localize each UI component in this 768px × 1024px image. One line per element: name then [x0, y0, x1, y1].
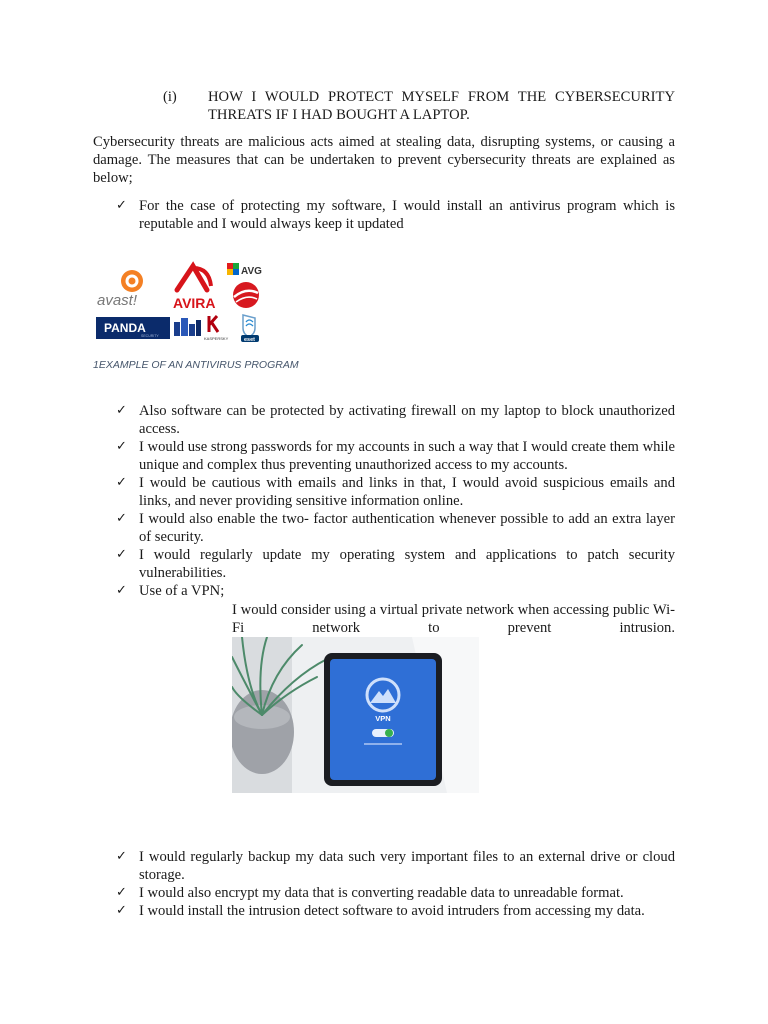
check-icon: ✓: [116, 849, 127, 864]
list-item: [0, 510, 675, 546]
checklist-antivirus: [0, 197, 675, 233]
tablet: [324, 653, 442, 786]
list-item: [0, 884, 675, 902]
panda-wordmark: PANDA: [104, 321, 146, 335]
trend-micro-logo: [233, 282, 259, 308]
avast-wordmark: avast!: [97, 292, 138, 309]
kaspersky-subtext: KASPERSKY: [204, 336, 229, 341]
list-item: [0, 474, 675, 510]
list-item: [0, 848, 675, 884]
list-item-text: I would install the intrusion detect software to avoid intruders from accessing my data.: [139, 903, 645, 919]
list-item-text: For the case of protecting my software, I would install an antivirus program which is reputable and I would always keep it updated: [139, 198, 675, 232]
checklist-data-protection: [0, 848, 675, 920]
check-icon: ✓: [116, 511, 127, 526]
list-item-text: Use of a VPN;: [139, 583, 225, 599]
section-number: (i): [163, 89, 177, 105]
check-icon: ✓: [116, 475, 127, 490]
section-title: HOW I WOULD PROTECT MYSELF FROM THE CYBERSECURITY THREATS IF I HAD BOUGHT A LAPTOP.: [208, 89, 675, 123]
list-item: [0, 902, 675, 920]
list-item-text: I would regularly update my operating system and applications to patch security vulnerabilities.: [139, 547, 675, 581]
list-item: [0, 582, 675, 600]
list-item: [0, 546, 675, 582]
list-item: [0, 402, 675, 438]
vpn-tablet-photo: [232, 637, 479, 793]
avira-logo: [173, 266, 216, 311]
check-icon: ✓: [116, 439, 127, 454]
antivirus-logos-image: [95, 260, 269, 342]
check-icon: ✓: [116, 903, 127, 918]
check-icon: ✓: [116, 583, 127, 598]
list-item-text: I would use strong passwords for my accounts in such a way that I would create them while unique and complex thus preventing unauthorized access to my accounts.: [139, 439, 675, 473]
security-blocks-logo: [174, 318, 201, 336]
check-icon: ✓: [116, 198, 127, 213]
avast-logo: [97, 270, 143, 309]
vpn-paragraph: I would consider using a virtual private network when accessing public Wi-Fi network to prevent intrusion.: [232, 602, 675, 636]
list-item-text: I would be cautious with emails and links in that, I would avoid suspicious emails and links, and never providing sensitive information online.: [139, 475, 675, 509]
checklist-measures: [0, 402, 675, 600]
figure-caption: 1EXAMPLE OF AN ANTIVIRUS PROGRAM: [93, 359, 299, 371]
panda-subtext: SECURITY: [141, 334, 159, 338]
eset-logo: [241, 315, 259, 342]
list-item-text: I would regularly backup my data such very important files to an external drive or cloud storage.: [139, 849, 675, 883]
eset-wordmark: eset: [244, 337, 256, 342]
intro-paragraph: Cybersecurity threats are malicious acts aimed at stealing data, disrupting systems, or causing a damage. The measures that can be undertaken to prevent cybersecurity threats are explained as below;: [93, 134, 675, 186]
list-item: [0, 197, 675, 233]
list-item: [0, 438, 675, 474]
check-icon: ✓: [116, 885, 127, 900]
avira-wordmark: AVIRA: [173, 295, 216, 311]
avg-logo: [227, 263, 262, 277]
list-item-text: Also software can be protected by activating firewall on my laptop to block unauthorized access.: [139, 403, 675, 437]
avg-wordmark: AVG: [241, 266, 262, 277]
list-item-text: I would also encrypt my data that is converting readable data to unreadable format.: [139, 885, 624, 901]
kaspersky-logo: [204, 316, 229, 341]
vpn-screen-label: VPN: [375, 714, 391, 723]
panda-logo: [96, 317, 170, 339]
list-item-text: I would also enable the two- factor authentication whenever possible to add an extra layer of security.: [139, 511, 675, 545]
check-icon: ✓: [116, 547, 127, 562]
check-icon: ✓: [116, 403, 127, 418]
